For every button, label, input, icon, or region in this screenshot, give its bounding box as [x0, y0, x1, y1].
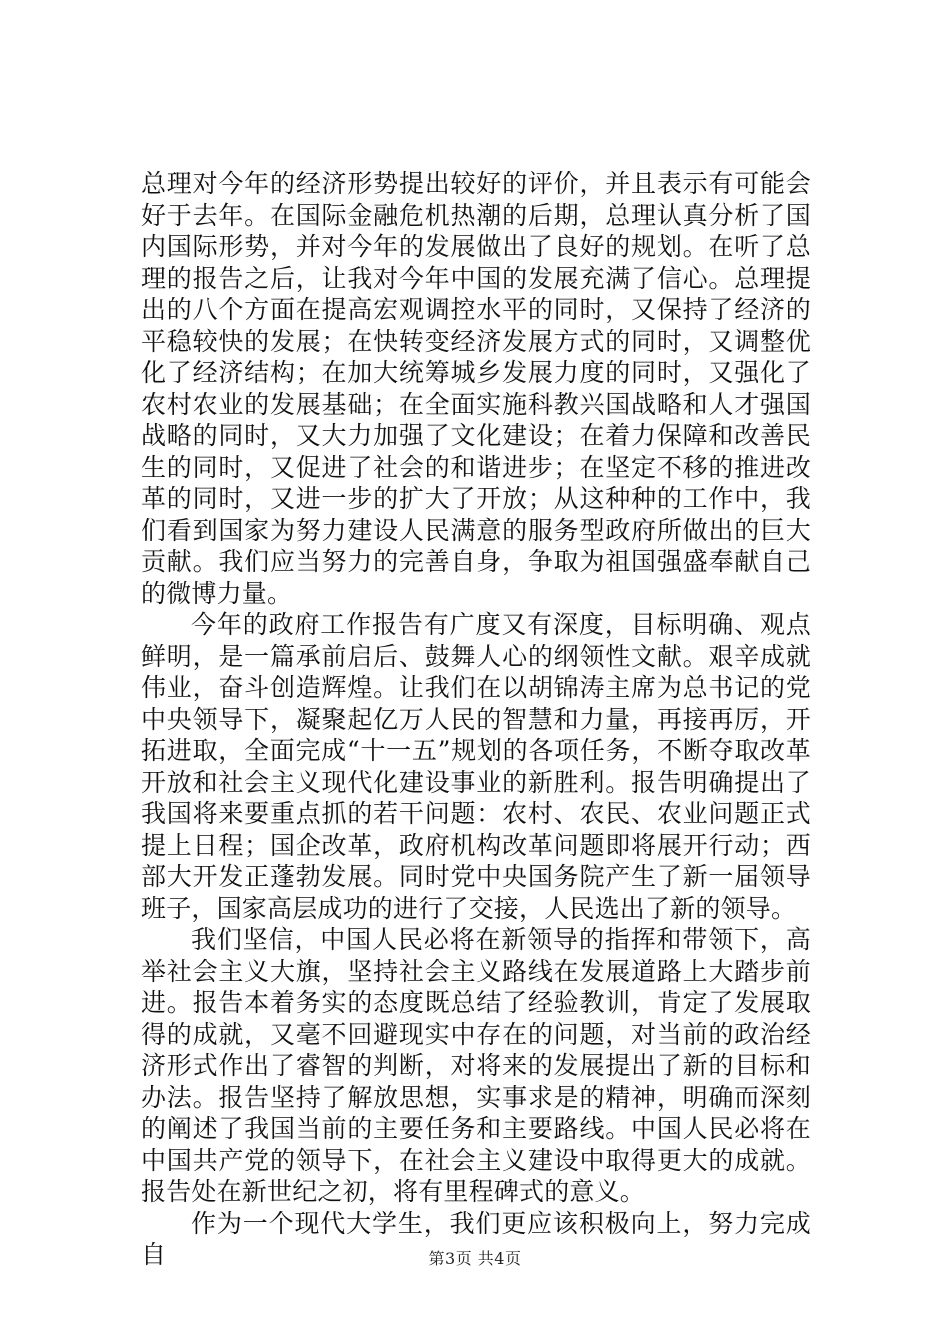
paragraph-2: 今年的政府工作报告有广度又有深度，目标明确、观点鲜明，是一篇承前启后、鼓舞人心的纲领性文献。艰辛成就伟业，奋斗创造辉煌。让我们在以胡锦涛主席为总书记的党中央领导下，凝聚起亿万人民的智慧和力量，再接再厉，开拓进取，全面完成“十一五”规划的各项任务，不断夺取改革开放和社会主义现代化建设事业的新胜利。报告明确提出了我国将来要重点抓的若干问题：农村、农民、农业问题正式提上日程；国企改革，政府机构改革问题即将展开行动；西部大开发正蓬勃发展。同时党中央国务院产生了新一届领导班子，国家高层成功的进行了交接，人民选出了新的领导。: [141, 610, 811, 923]
document-body: [141, 168, 811, 1271]
paragraph-1: 总理对今年的经济形势提出较好的评价，并且表示有可能会好于去年。在国际金融危机热潮的后期，总理认真分析了国内国际形势，并对今年的发展做出了良好的规划。在听了总理的报告之后，让我对今年中国的发展充满了信心。总理提出的八个方面在提高宏观调控水平的同时，又保持了经济的平稳较快的发展；在快转变经济发展方式的同时，又调整优化了经济结构；在加大统筹城乡发展力度的同时，又强化了农村农业的发展基础；在全面实施科教兴国战略和人才强国战略的同时，又大力加强了文化建设；在着力保障和改善民生的同时，又促进了社会的和谐进步；在坚定不移的推进改革的同时，又进一步的扩大了开放；从这种种的工作中，我们看到国家为努力建设人民满意的服务型政府所做出的巨大贡献。我们应当努力的完善自身，争取为祖国强盛奉献自己的微博力量。: [141, 169, 811, 608]
paragraph-3: 我们坚信，中国人民必将在新领导的指挥和带领下，高举社会主义大旗，坚持社会主义路线在发展道路上大踏步前进。报告本着务实的态度既总结了经验教训，肯定了发展取得的成就，又毫不回避现实中存在的问题，对当前的政治经济形式作出了睿智的判断，对将来的发展提出了新的目标和办法。报告坚持了解放思想，实事求是的精神，明确而深刻的阐述了我国当前的主要任务和主要路线。中国人民必将在中国共产党的领导下，在社会主义建设中取得更大的成就。报告处在新世纪之初，将有里程碑式的意义。: [141, 925, 811, 1206]
page-footer: 第3页 共4页: [428, 1249, 522, 1268]
paragraph-4: 作为一个现代大学生，我们更应该积极向上，努力完成自: [141, 1208, 811, 1269]
